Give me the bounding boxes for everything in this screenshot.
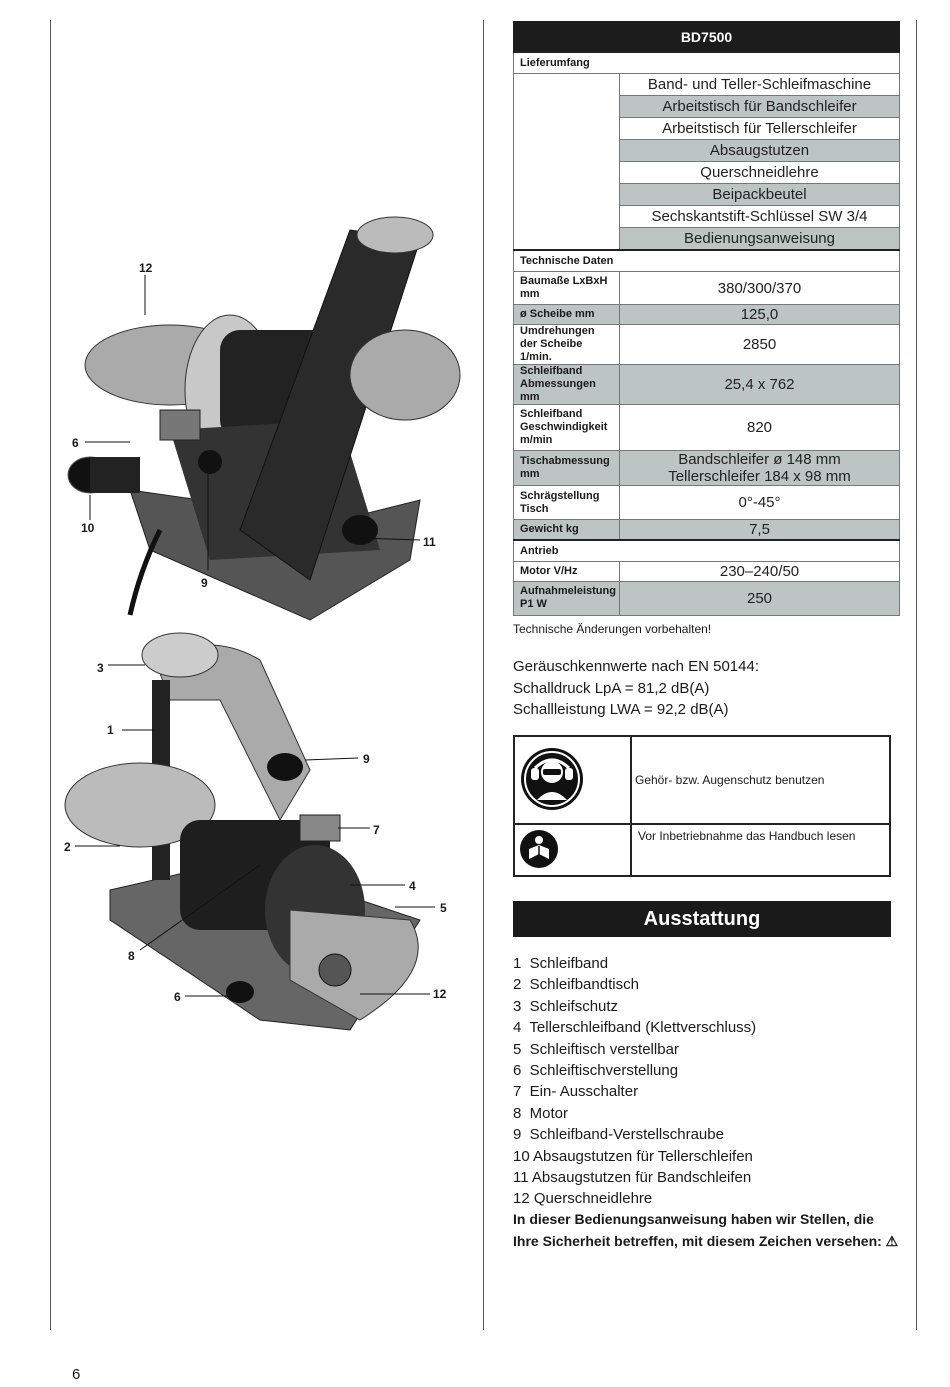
tech-label: Gewicht kg (514, 520, 620, 540)
noise-values (513, 656, 759, 721)
drive-value: 250 (620, 581, 900, 615)
callout-10-fig1: 10 (81, 521, 95, 535)
manual-text: Vor Inbetriebnahme das Handbuch lesen (631, 824, 890, 876)
list-item: 11 Absaugstutzen für Bandschleifen (513, 1169, 752, 1187)
list-item: 3 Schleifschutz (513, 997, 619, 1015)
callout-5-fig2: 5 (440, 901, 447, 915)
tech-value: 820 (620, 405, 900, 451)
noise-title: Geräuschkennwerte nach EN 50144: (513, 658, 759, 675)
callout-6-fig1: 6 (72, 436, 79, 450)
safety-warning-note: In dieser Bedienungsanweisung haben wir Stellen, die Ihre Sicherheit betreffen, mit diesem Zeichen versehen: ⚠ (513, 1211, 899, 1249)
callout-12-fig2: 12 (433, 987, 447, 1001)
callout-4-fig2: 4 (409, 879, 416, 893)
list-item: 9 Schleifband-Verstellschraube (513, 1126, 724, 1144)
callout-11-fig1: 11 (423, 535, 436, 549)
spec-table (513, 21, 900, 616)
drive-label: Aufnahmeleistung P1 W (514, 581, 620, 615)
tech-label: Baumaße LxBxH mm (514, 272, 620, 305)
parts-list (513, 953, 756, 1210)
list-item: 10 Absaugstutzen für Tellerschleifen (513, 1147, 753, 1165)
list-item: 12 Querschneidlehre (513, 1190, 653, 1208)
list-item: 1 Schleifband (513, 955, 609, 972)
tech-value: 380/300/370 (620, 272, 900, 305)
scope-item: Arbeitstisch für Bandschleifer (620, 96, 900, 118)
callout-1-fig2: 1 (107, 723, 114, 737)
tech-value: 125,0 (620, 305, 900, 325)
scope-item: Absaugstutzen (620, 140, 900, 162)
machine-figure-1 (60, 200, 480, 640)
callout-9-fig1: 9 (201, 576, 208, 590)
callout-3-fig2: 3 (97, 661, 104, 675)
section-drive: Antrieb (514, 540, 900, 562)
tech-label: Schleifband Geschwindigkeit m/min (514, 405, 620, 451)
section-tech: Technische Daten (514, 250, 900, 272)
noise-lwa: Schallleistung LWA = 92,2 dB(A) (513, 701, 729, 718)
scope-item: Band- und Teller-Schleifmaschine (620, 74, 900, 96)
read-manual-icon (519, 829, 559, 869)
scope-item: Arbeitstisch für Tellerschleifer (620, 118, 900, 140)
list-item: 5 Schleiftisch verstellbar (513, 1040, 679, 1058)
model-header: BD7500 (514, 22, 900, 53)
list-item: 7 Ein- Ausschalter (513, 1083, 639, 1101)
section-scope: Lieferumfang (514, 52, 900, 74)
drive-value: 230–240/50 (620, 561, 900, 581)
scope-item: Querschneidlehre (620, 162, 900, 184)
list-item: 4 Tellerschleifband (Klettverschluss) (513, 1019, 757, 1037)
tech-label: Schrägstellung Tisch (514, 486, 620, 520)
ear-eye-protection-icon (519, 746, 585, 812)
tech-value: Bandschleifer ø 148 mm (678, 451, 841, 468)
center-divider-line (483, 20, 484, 1330)
noise-lpa: Schalldruck LpA = 81,2 dB(A) (513, 679, 710, 697)
tech-label: Umdrehungen der Scheibe 1/min. (514, 325, 620, 365)
tech-label: Schleifband Abmessungen mm (514, 365, 620, 405)
callout-6-fig2: 6 (174, 990, 181, 1004)
tech-value: 25,4 x 762 (620, 365, 900, 405)
technical-note: Technische Änderungen vorbehalten! (513, 622, 712, 636)
scope-item: Sechskantstift-Schlüssel SW 3/4 (620, 206, 900, 228)
scope-item: Beipackbeutel (620, 184, 900, 206)
list-item: 2 Schleifbandtisch (513, 976, 639, 994)
tech-value-2: Tellerschleifer 184 x 98 mm (668, 468, 851, 485)
callout-8-fig2: 8 (128, 949, 135, 963)
callout-2-fig2: 2 (64, 840, 71, 854)
left-margin-line (50, 20, 51, 1330)
equipment-heading: Ausstattung (513, 901, 891, 937)
callout-7-fig2: 7 (373, 823, 380, 837)
callout-12-fig1: 12 (139, 261, 153, 275)
protection-text: Gehör- bzw. Augenschutz benutzen (631, 736, 890, 824)
drive-label: Motor V/Hz (514, 561, 620, 581)
page-number: 6 (72, 1366, 81, 1383)
tech-label: ø Scheibe mm (514, 305, 620, 325)
right-margin-line (916, 20, 917, 1330)
tech-label: Tischabmessung mm (514, 451, 620, 486)
tech-value: 2850 (620, 325, 900, 365)
safety-table (513, 735, 891, 877)
callout-9-fig2: 9 (363, 752, 370, 766)
list-item: 8 Motor (513, 1104, 569, 1122)
machine-figure-2 (60, 620, 460, 1050)
tech-value: 0°-45° (620, 486, 900, 520)
list-item: 6 Schleiftischverstellung (513, 1062, 679, 1080)
tech-value: 7,5 (620, 520, 900, 540)
scope-item: Bedienungsanweisung (620, 228, 900, 251)
